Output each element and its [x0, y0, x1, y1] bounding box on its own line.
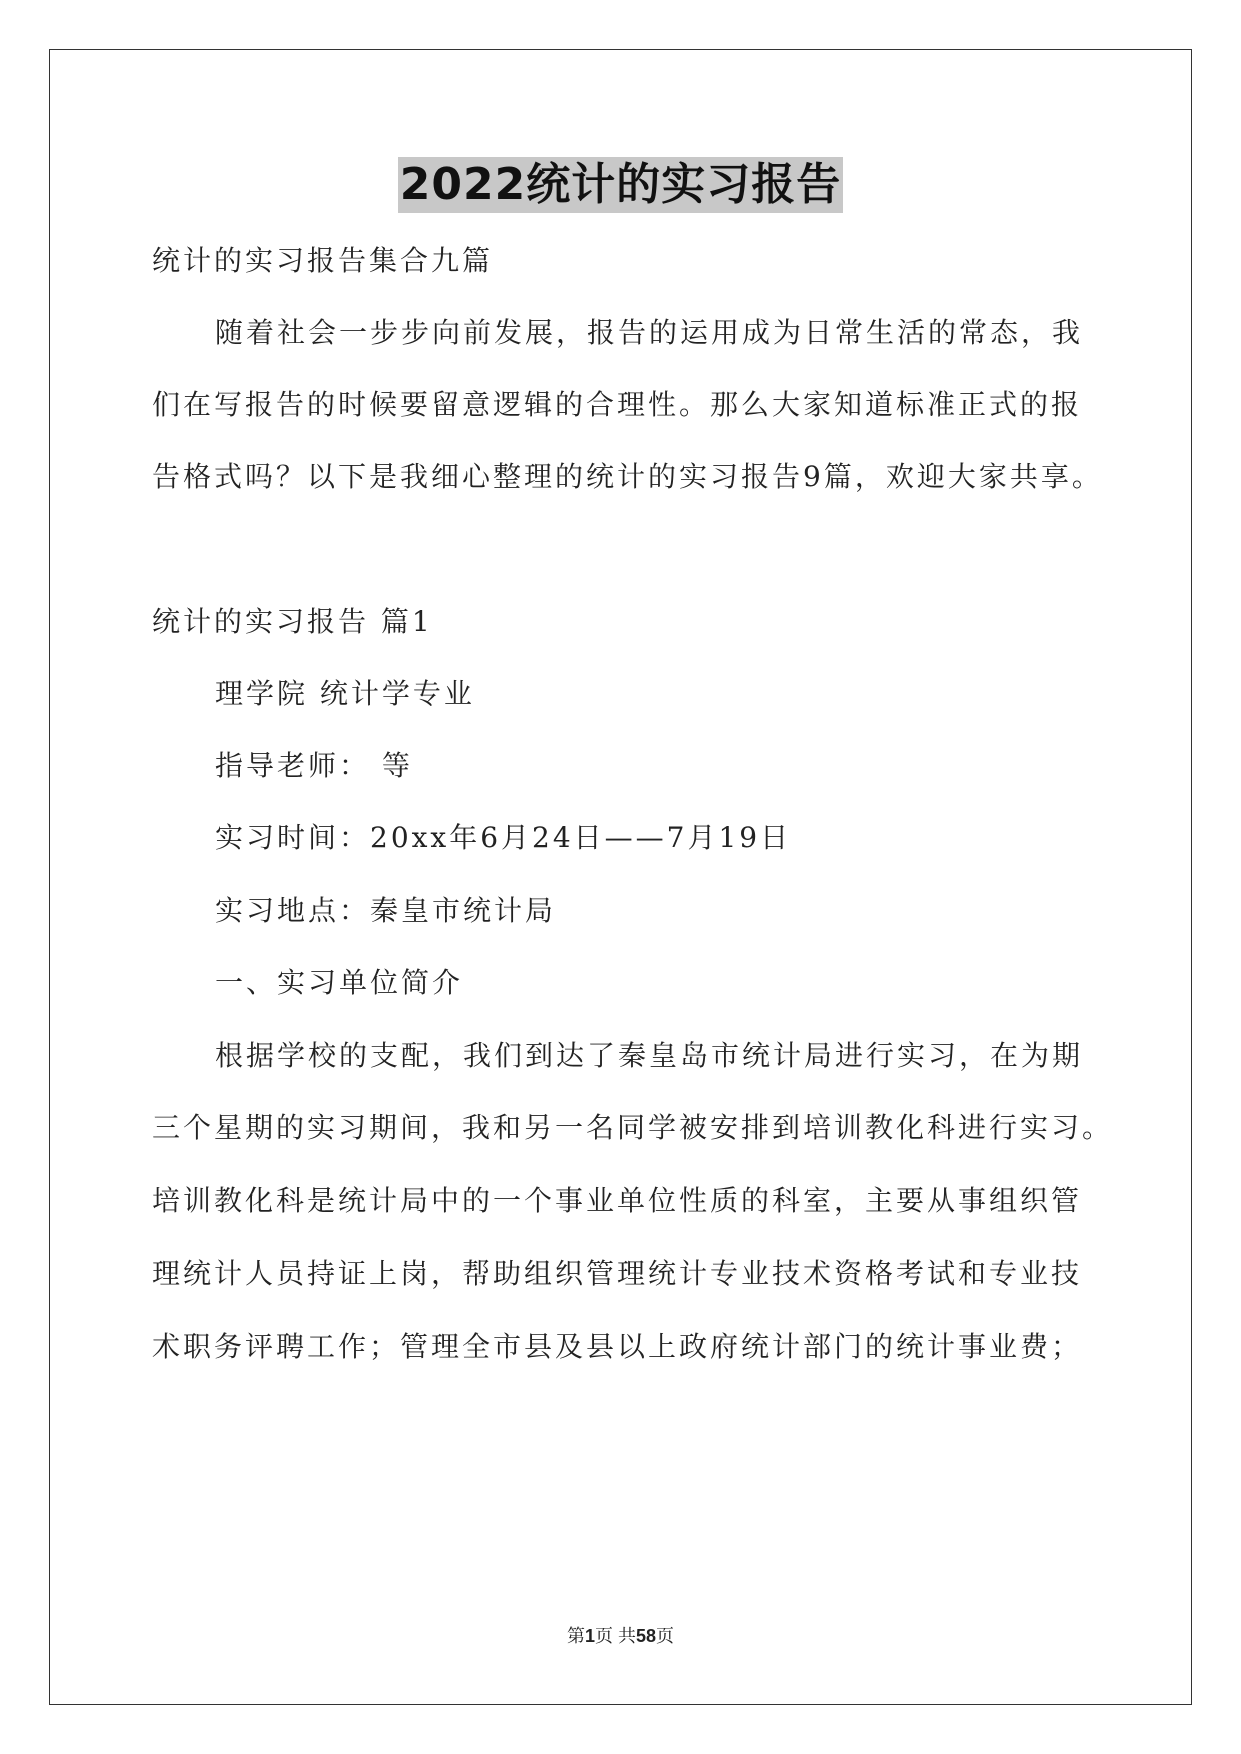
subtitle-line: 统计的实习报告集合九篇	[152, 244, 494, 277]
info-line: 实习时间：20xx年6月24日——7月19日	[215, 821, 792, 854]
paragraph-line: 三个星期的实习期间，我和另一名同学被安排到培训教化科进行实习。	[152, 1111, 1114, 1144]
footer-middle: 页 共	[594, 1626, 636, 1646]
footer-prefix: 第	[566, 1626, 585, 1646]
info-line: 实习地点：秦皇市统计局	[215, 894, 557, 927]
info-line: 理学院 统计学专业	[215, 677, 475, 710]
footer-total-pages: 58	[636, 1626, 657, 1646]
section-heading: 统计的实习报告 篇1	[152, 605, 433, 638]
subsection-heading: 一、实习单位简介	[215, 966, 464, 999]
paragraph-line: 培训教化科是统计局中的一个事业单位性质的科室，主要从事组织管	[152, 1184, 1083, 1217]
info-line: 指导老师： 等	[215, 749, 413, 782]
paragraph-line: 根据学校的支配，我们到达了秦皇岛市统计局进行实习，在为期	[215, 1039, 1084, 1072]
page-border	[49, 49, 1192, 1705]
page-footer	[0, 1622, 1241, 1648]
title-container	[0, 157, 1241, 213]
page-title: 2022统计的实习报告	[398, 157, 843, 213]
paragraph-line: 们在写报告的时候要留意逻辑的合理性。那么大家知道标准正式的报	[152, 388, 1083, 421]
paragraph-line: 随着社会一步步向前发展，报告的运用成为日常生活的常态，我	[215, 316, 1084, 349]
paragraph-line: 术职务评聘工作；管理全市县及县以上政府统计部门的统计事业费；	[152, 1330, 1083, 1363]
footer-suffix: 页	[656, 1626, 675, 1646]
footer-page-number: 1	[584, 1626, 595, 1646]
paragraph-line: 理统计人员持证上岗，帮助组织管理统计专业技术资格考试和专业技	[152, 1257, 1083, 1290]
paragraph-line: 告格式吗？以下是我细心整理的统计的实习报告9篇，欢迎大家共享。	[152, 460, 1103, 493]
